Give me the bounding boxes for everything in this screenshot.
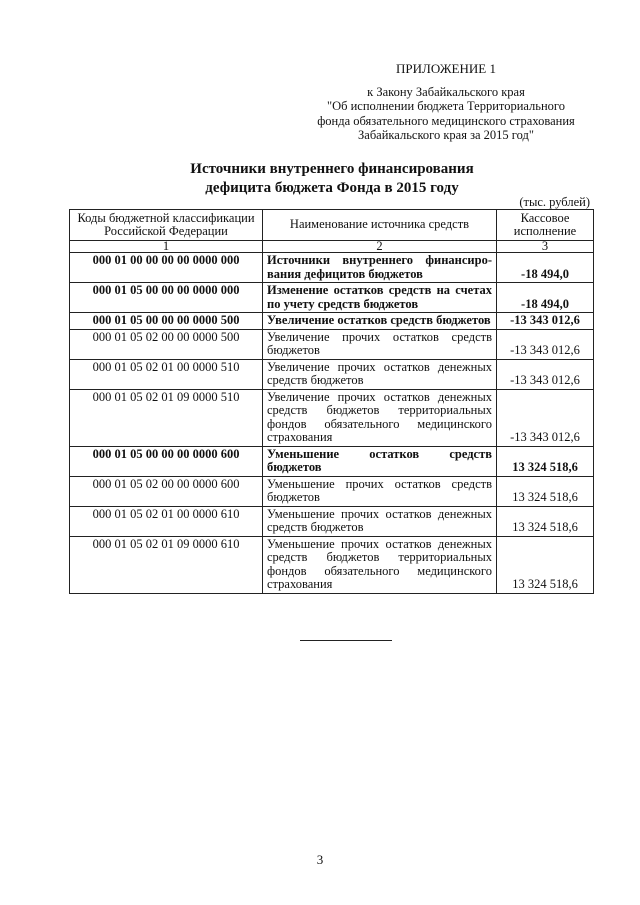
table-row <box>70 536 594 593</box>
column-number: 1 <box>70 241 263 253</box>
table-row <box>70 253 594 283</box>
cell-amount: -18 494,0 <box>497 283 594 313</box>
table-body <box>70 253 594 594</box>
cell-name: Увеличение прочих остатков денежных средств бюджетов территориальных фондов обязательного медицинского страхования <box>263 389 497 446</box>
table-row <box>70 283 594 313</box>
table-row <box>70 476 594 506</box>
cell-code: 000 01 05 02 01 00 0000 610 <box>70 506 263 536</box>
cell-name: Увеличение прочих остатков средств бюджетов <box>263 329 497 359</box>
appendix-block <box>300 62 592 143</box>
appendix-line: "Об исполнении бюджета Территориального <box>326 99 565 113</box>
cell-name: Изменение остатков средств на счетах по учету средств бюджетов <box>263 283 497 313</box>
title-line: Источники внутреннего финансирования <box>190 161 474 177</box>
header-amount: Кассовое исполнение <box>497 210 594 241</box>
column-number: 2 <box>263 241 497 253</box>
cell-name: Уменьшение прочих остатков денежных средств бюджетов территориальных фондов обязательного медицинского страхования <box>263 536 497 593</box>
table-row <box>70 446 594 476</box>
table-row <box>70 506 594 536</box>
column-number-row <box>70 241 594 253</box>
cell-amount: 13 324 518,6 <box>497 536 594 593</box>
cell-code: 000 01 05 00 00 00 0000 600 <box>70 446 263 476</box>
cell-name: Уменьшение остатков средств бюджетов <box>263 446 497 476</box>
cell-code: 000 01 05 02 01 00 0000 510 <box>70 359 263 389</box>
cell-amount: -13 343 012,6 <box>497 313 594 330</box>
title-line: дефицита бюджета Фонда в 2015 году <box>205 180 459 196</box>
cell-code: 000 01 05 02 01 09 0000 510 <box>70 389 263 446</box>
table-row <box>70 359 594 389</box>
appendix-line: фонда обязательного медицинского страхования <box>317 113 575 128</box>
cell-amount: 13 324 518,6 <box>497 476 594 506</box>
cell-name: Увеличение прочих остатков денежных средств бюджетов <box>263 359 497 389</box>
header-name: Наименование источника средств <box>263 210 497 241</box>
document-title <box>70 160 594 198</box>
table-row <box>70 329 594 359</box>
page-number: 3 <box>316 852 324 867</box>
cell-amount: -13 343 012,6 <box>497 389 594 446</box>
cell-amount: 13 324 518,6 <box>497 446 594 476</box>
cell-amount: -18 494,0 <box>497 253 594 283</box>
closing-rule <box>300 640 392 641</box>
table-row <box>70 389 594 446</box>
appendix-heading: ПРИЛОЖЕНИЕ 1 <box>396 61 496 76</box>
cell-amount: 13 324 518,6 <box>497 506 594 536</box>
cell-code: 000 01 05 00 00 00 0000 000 <box>70 283 263 313</box>
cell-name: Увеличение остатков средств бюджетов <box>263 313 497 330</box>
cell-code: 000 01 00 00 00 00 0000 000 <box>70 253 263 283</box>
units-label: (тыс. рублей) <box>519 195 590 209</box>
cell-name: Источники внутреннего финансиро-вания дефицитов бюджетов <box>263 253 497 283</box>
financing-sources-table <box>69 209 594 594</box>
cell-amount: -13 343 012,6 <box>497 329 594 359</box>
cell-code: 000 01 05 02 00 00 0000 500 <box>70 329 263 359</box>
cell-code: 000 01 05 02 00 00 0000 600 <box>70 476 263 506</box>
header-code: Коды бюджетной классификации Российской Федерации <box>70 210 263 241</box>
cell-code: 000 01 05 00 00 00 0000 500 <box>70 313 263 330</box>
cell-name: Уменьшение прочих остатков средств бюджетов <box>263 476 497 506</box>
column-number: 3 <box>497 241 594 253</box>
table-header-row <box>70 210 594 241</box>
cell-name: Уменьшение прочих остатков денежных средств бюджетов <box>263 506 497 536</box>
appendix-line: Забайкальского края за 2015 год" <box>358 128 534 142</box>
appendix-line: к Закону Забайкальского края <box>367 84 525 99</box>
table-row <box>70 313 594 330</box>
cell-amount: -13 343 012,6 <box>497 359 594 389</box>
cell-code: 000 01 05 02 01 09 0000 610 <box>70 536 263 593</box>
